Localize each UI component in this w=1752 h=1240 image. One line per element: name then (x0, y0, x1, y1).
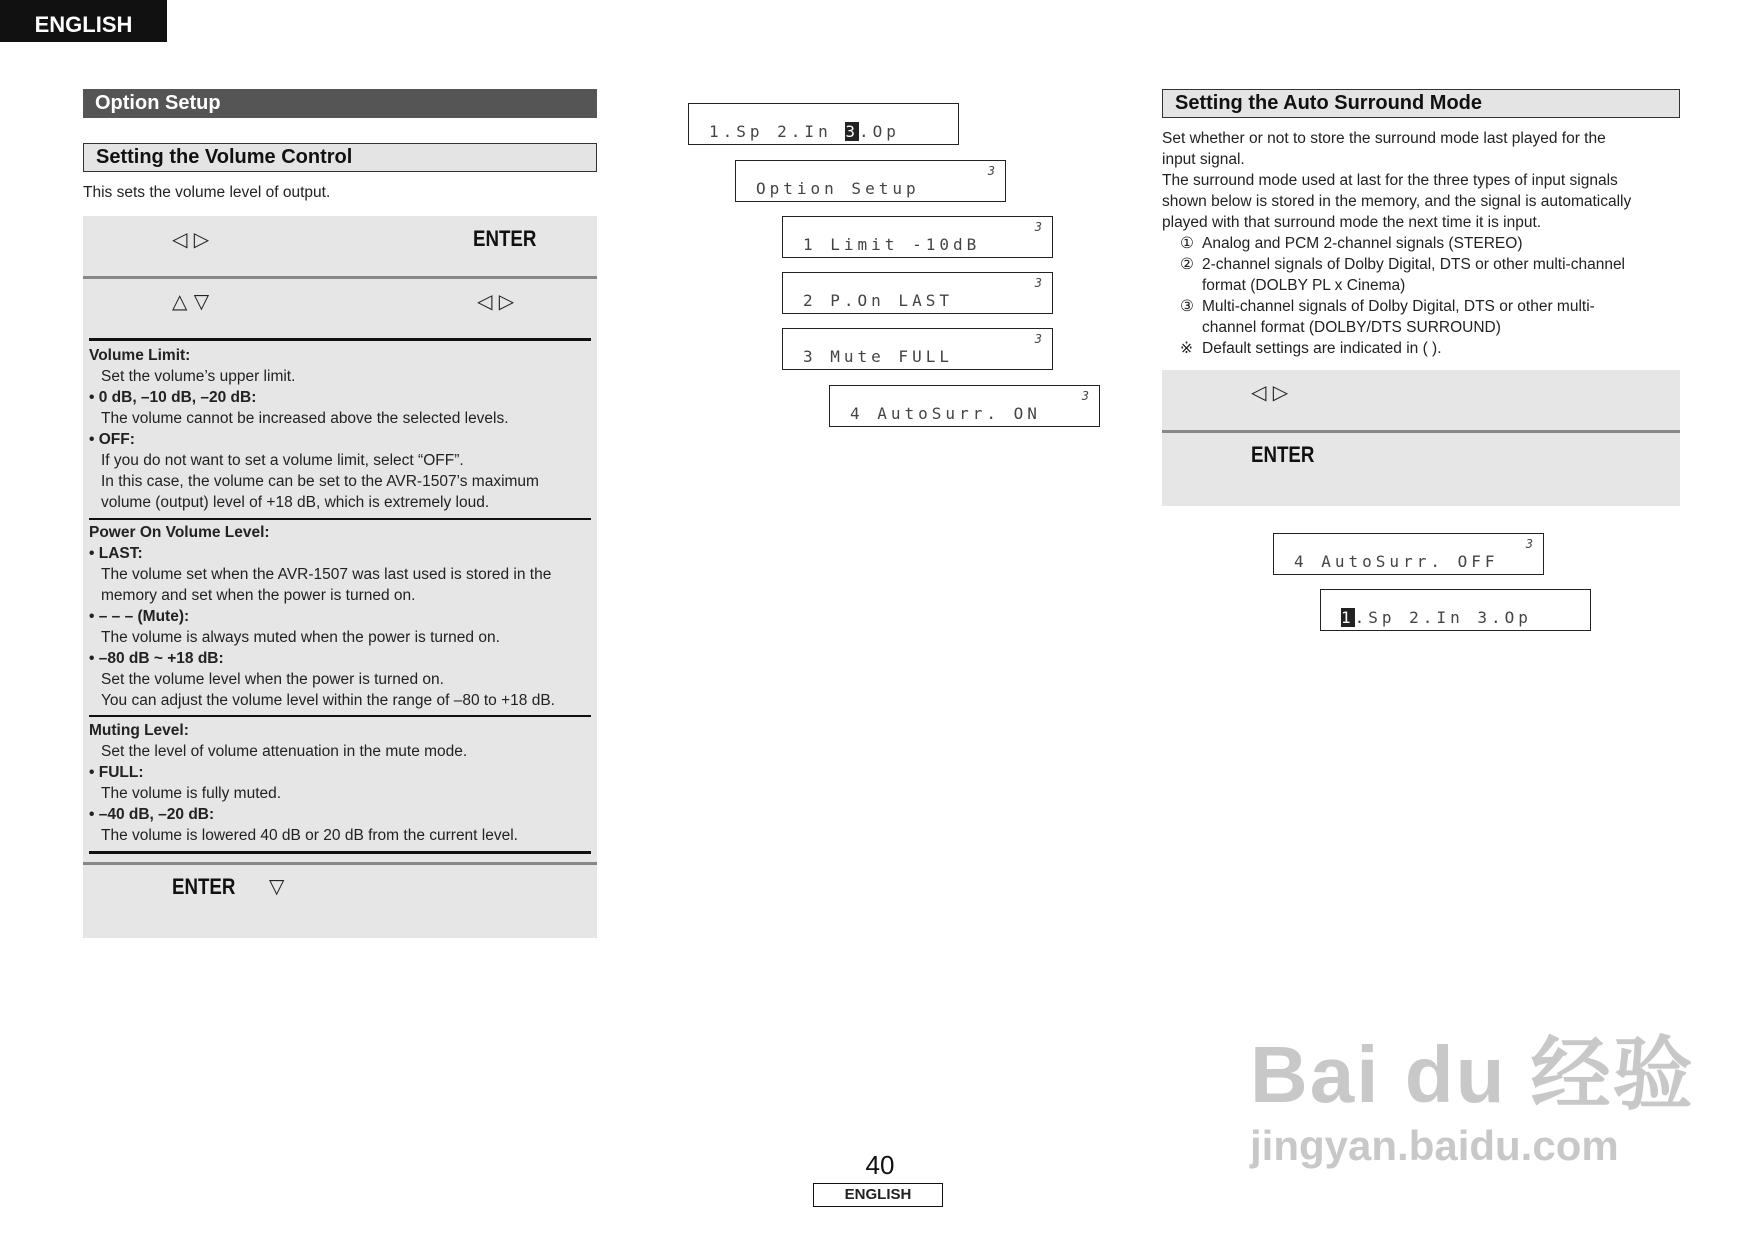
volume-intro-text: This sets the volume level of output. (83, 184, 331, 201)
signal-type-list (1162, 233, 1680, 359)
lcd-text: .Sp 2.In 3.Op (1354, 608, 1532, 627)
power-on-title: Power On Volume Level: (89, 524, 270, 541)
table-bottom-rule (89, 851, 591, 854)
list-item (1162, 233, 1680, 254)
left-right-arrows-icon: ◁ ▷ (1251, 380, 1289, 404)
power-on-opt3-label: • –80 dB ~ +18 dB: (89, 650, 224, 667)
lcd-number: 3 (1081, 389, 1089, 403)
footer-language-label: ENGLISH (813, 1183, 943, 1207)
list-item-text: format (DOLBY PL x Cinema) (1202, 277, 1406, 294)
muting-opt2-label: • –40 dB, –20 dB: (89, 806, 215, 823)
muting-level-block (89, 720, 593, 846)
lcd-text: 3 Mute FULL (803, 347, 953, 366)
power-on-opt1-text: The volume set when the AVR-1507 was last used is stored in the (101, 566, 552, 583)
muting-title: Muting Level: (89, 722, 189, 739)
step-separator (1162, 430, 1680, 433)
lcd-number: 3 (1525, 537, 1533, 551)
description-line: input signal. (1162, 151, 1245, 168)
power-on-opt1-label: • LAST: (89, 545, 143, 562)
power-on-opt1-text: memory and set when the power is turned on. (101, 587, 416, 604)
list-item-text: Analog and PCM 2-channel signals (STEREO) (1202, 235, 1523, 252)
down-arrow-icon: ▽ (269, 874, 285, 898)
table-rule (89, 518, 591, 520)
volume-limit-opt1-label: • 0 dB, –10 dB, –20 dB: (89, 389, 257, 406)
muting-opt1-text: The volume is fully muted. (101, 785, 282, 802)
lcd-number: 3 (1034, 220, 1042, 234)
list-item-text: channel format (DOLBY/DTS SURROUND) (1202, 319, 1501, 336)
description-line: Set whether or not to store the surround mode last played for the (1162, 130, 1606, 147)
description-line: The surround mode used at last for the three types of input signals (1162, 172, 1618, 189)
volume-limit-desc: Set the volume’s upper limit. (101, 368, 296, 385)
muting-desc: Set the level of volume attenuation in the mute mode. (101, 743, 468, 760)
lcd-mute (782, 328, 1053, 370)
volume-limit-opt2-text: If you do not want to set a volume limit, select “OFF”. (101, 452, 464, 469)
list-item-text: 2-channel signals of Dolby Digital, DTS or other multi-channel (1202, 256, 1626, 273)
auto-surround-instruction-panel (1162, 370, 1680, 506)
volume-limit-block (89, 345, 593, 513)
lcd-main-menu (688, 103, 959, 145)
list-item-text: Default settings are indicated in ( ). (1202, 340, 1442, 357)
description-line: shown below is stored in the memory, and the signal is automatically (1162, 193, 1632, 210)
left-right-arrows-icon: ◁ ▷ (172, 227, 210, 251)
volume-limit-opt2-text: In this case, the volume can be set to the AVR-1507’s maximum (101, 473, 539, 490)
power-on-opt2-text: The volume is always muted when the power is turned on. (101, 629, 500, 646)
lcd-text: 1 Limit -10dB (803, 235, 981, 254)
step-separator (83, 276, 597, 279)
lcd-text: 2 P.On LAST (803, 291, 953, 310)
lcd-text: 4 AutoSurr. OFF (1294, 552, 1499, 571)
lcd-auto-surround-off (1273, 533, 1544, 575)
up-down-arrows-icon: △ ▽ (172, 289, 210, 313)
list-item (1162, 254, 1680, 296)
lcd-option-setup (735, 160, 1006, 202)
volume-limit-title: Volume Limit: (89, 347, 191, 364)
watermark-url: jingyan.baidu.com (1250, 1122, 1619, 1169)
subsection-title-volume-control: Setting the Volume Control (83, 143, 597, 172)
lcd-text: 4 AutoSurr. ON (850, 404, 1041, 423)
description-line: played with that surround mode the next time it is input. (1162, 214, 1542, 231)
watermark-logo: Bai du 经验 (1250, 1030, 1695, 1119)
left-right-arrows-icon: ◁ ▷ (477, 289, 515, 313)
lcd-cursor: 1 (1341, 608, 1355, 627)
muting-opt2-text: The volume is lowered 40 dB or 20 dB from the current level. (101, 827, 518, 844)
list-item (1162, 296, 1680, 338)
lcd-auto-surround-on (829, 385, 1100, 427)
table-top-rule (89, 338, 591, 341)
lcd-number: 3 (1034, 276, 1042, 290)
volume-limit-opt1-text: The volume cannot be increased above the selected levels. (101, 410, 509, 427)
section-title-auto-surround: Setting the Auto Surround Mode (1162, 89, 1680, 118)
muting-opt1-label: • FULL: (89, 764, 144, 781)
lcd-power-on (782, 272, 1053, 314)
power-on-opt2-label: • – – – (Mute): (89, 608, 190, 625)
power-on-volume-block (89, 522, 593, 711)
section-title-option-setup: Option Setup (83, 89, 597, 118)
auto-surround-description (1162, 128, 1680, 233)
list-marker: ① (1180, 235, 1194, 252)
power-on-opt3-text: Set the volume level when the power is turned on. (101, 671, 444, 688)
language-tab: ENGLISH (0, 0, 167, 42)
lcd-number: 3 (1034, 332, 1042, 346)
lcd-text: 1.Sp 2.In (709, 122, 846, 141)
lcd-cursor: 3 (845, 122, 859, 141)
list-item-text: Multi-channel signals of Dolby Digital, DTS or other multi- (1202, 298, 1595, 315)
lcd-text: .Op (858, 122, 900, 141)
power-on-opt3-text: You can adjust the volume level within the range of –80 to +18 dB. (101, 692, 555, 709)
enter-key-label: ENTER (473, 226, 537, 251)
list-item (1162, 338, 1680, 359)
step-separator (83, 862, 597, 865)
lcd-number: 3 (987, 164, 995, 178)
list-marker: ② (1180, 256, 1194, 273)
list-marker: ③ (1180, 298, 1194, 315)
page-number: 40 (865, 1150, 895, 1180)
table-rule (89, 715, 591, 717)
lcd-text: Option Setup (756, 179, 920, 198)
lcd-limit (782, 216, 1053, 258)
enter-key-label: ENTER (172, 874, 236, 899)
volume-limit-opt2-label: • OFF: (89, 431, 135, 448)
note-marker: ※ (1180, 340, 1193, 357)
lcd-main-menu-return (1320, 589, 1591, 631)
enter-key-label: ENTER (1251, 442, 1315, 467)
volume-limit-opt2-text: volume (output) level of +18 dB, which is extremely loud. (101, 494, 490, 511)
